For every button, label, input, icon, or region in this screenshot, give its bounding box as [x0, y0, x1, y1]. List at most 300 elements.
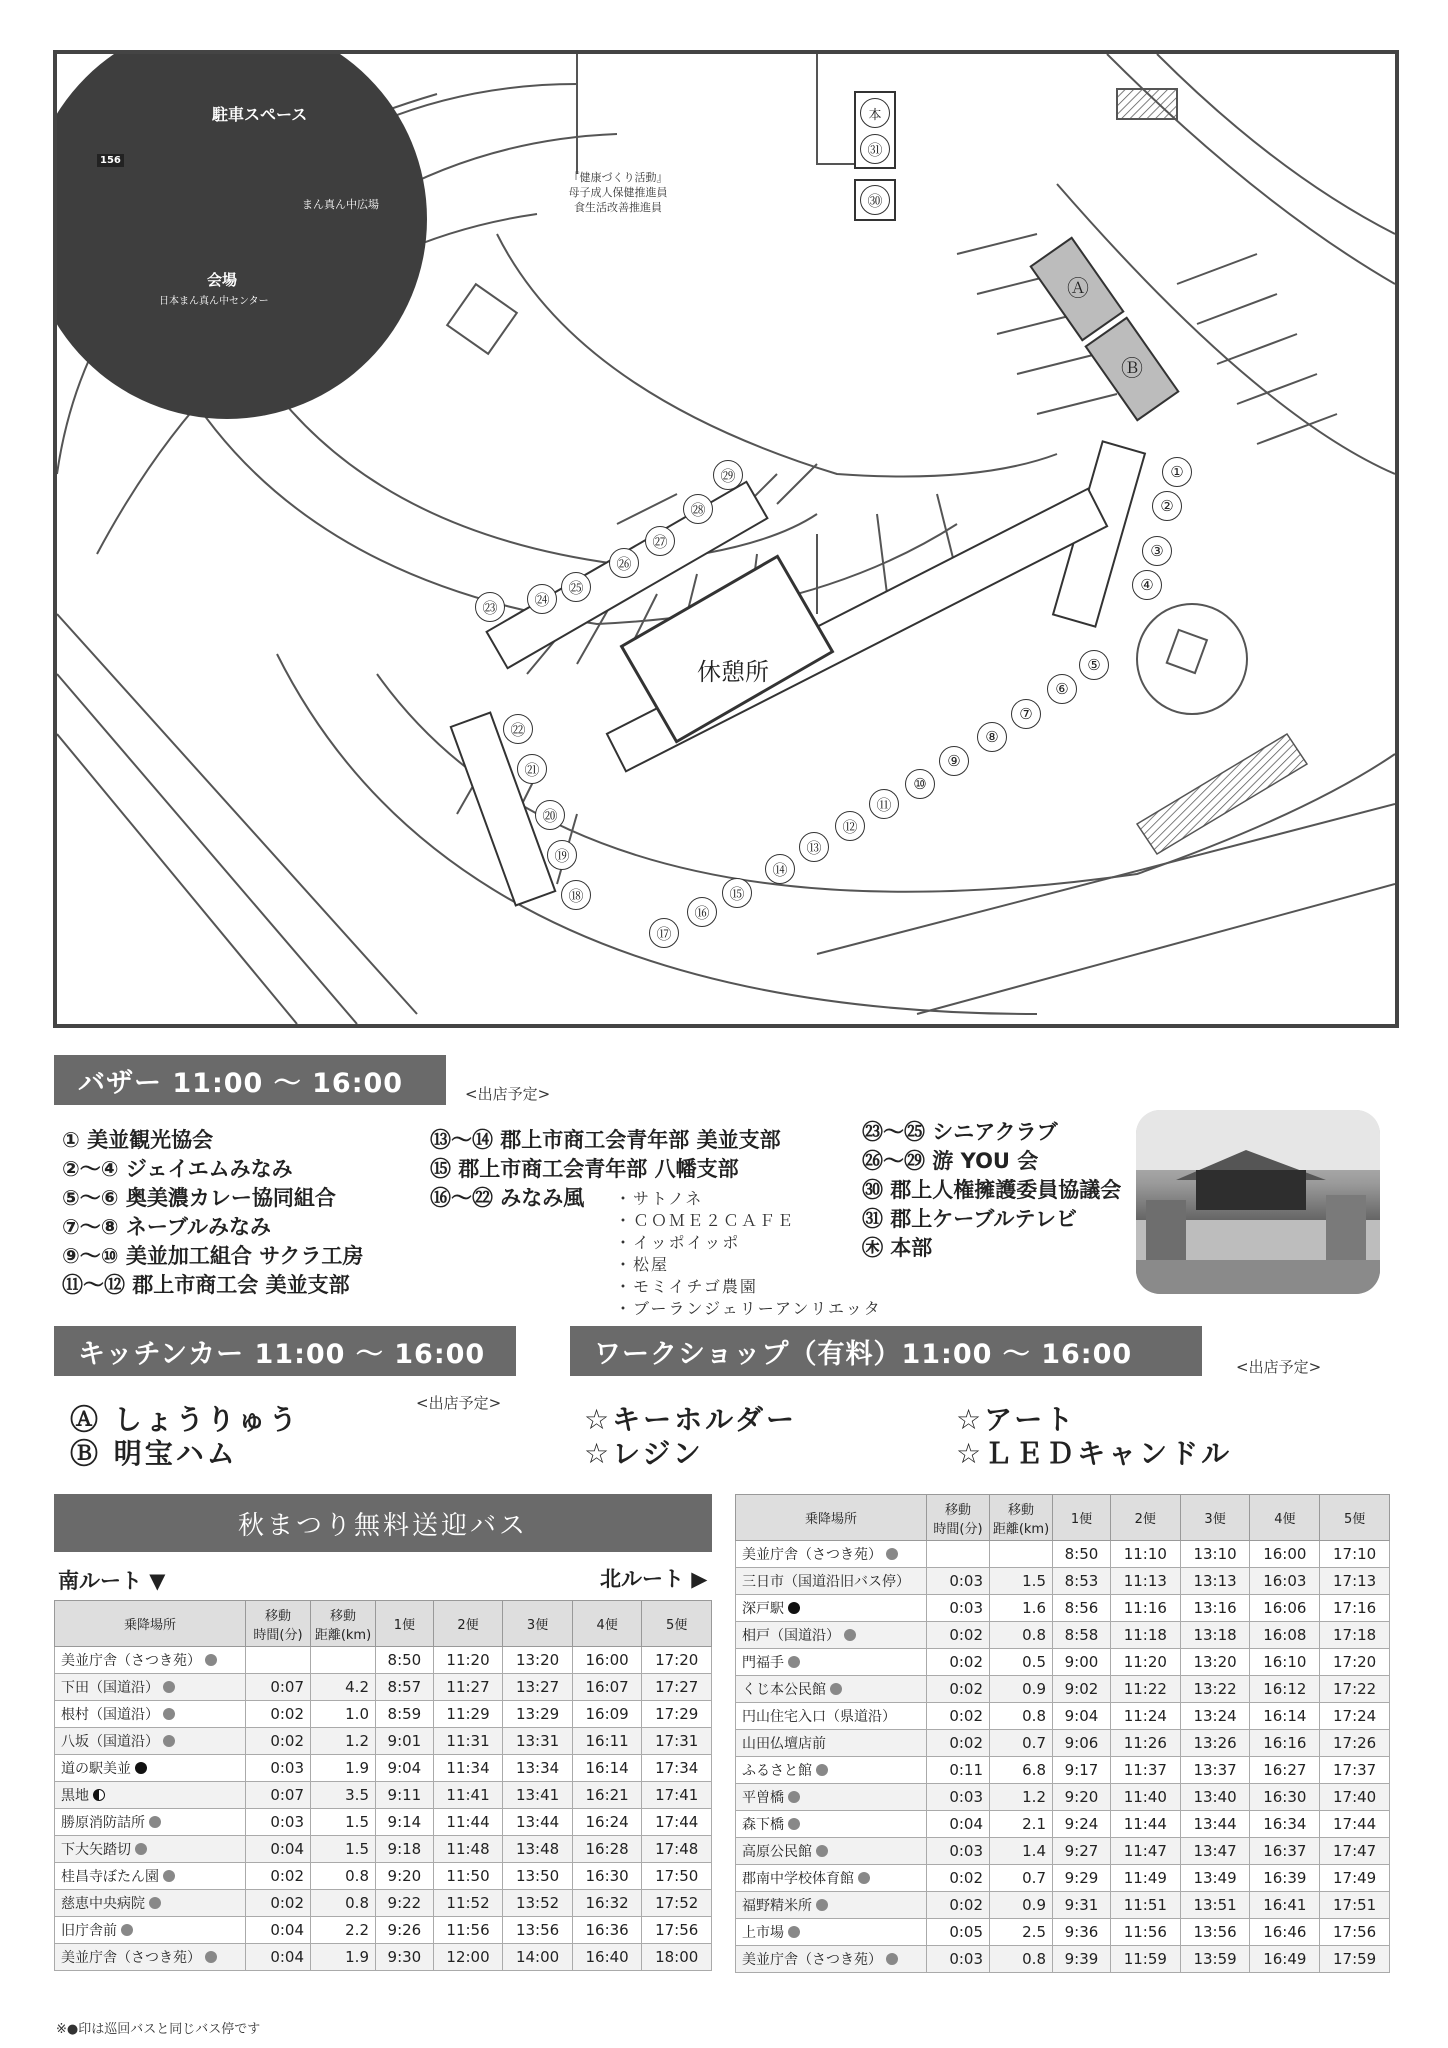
distance-cell: 1.5 [990, 1568, 1053, 1595]
stop-name-cell: 三日市（国道沿旧バス停） [736, 1568, 927, 1595]
table-row [736, 1622, 1390, 1649]
travel-time-cell: 0:02 [927, 1730, 990, 1757]
departure-cell: 16:08 [1250, 1622, 1320, 1649]
booth-9: ⑨ [939, 746, 969, 776]
header-run1: 1便 [376, 1601, 434, 1647]
stop-name-cell: 美並庁舎（さつき苑） [55, 1647, 246, 1674]
booth-7: ⑦ [1011, 699, 1041, 729]
departure-cell: 16:03 [1250, 1568, 1320, 1595]
booth-6: ⑥ [1047, 674, 1077, 704]
departure-cell: 16:46 [1250, 1919, 1320, 1946]
bazaar-item: ① 美並観光協会 [62, 1128, 214, 1152]
departure-cell: 9:11 [376, 1782, 434, 1809]
departure-cell: 8:57 [376, 1674, 434, 1701]
bazaar-item: ㉓～㉕ シニアクラブ [862, 1120, 1058, 1144]
booth-27: ㉗ [645, 526, 675, 556]
departure-cell: 16:41 [1250, 1892, 1320, 1919]
bazaar-item: ⑮ 郡上市商工会青年部 八幡支部 [430, 1157, 739, 1181]
table-row [736, 1595, 1390, 1622]
departure-cell: 11:34 [433, 1755, 503, 1782]
departure-cell: 11:10 [1110, 1541, 1180, 1568]
departure-cell: 11:37 [1110, 1757, 1180, 1784]
bazaar-item: ⑨～⑩ 美並加工組合 サクラ工房 [62, 1244, 364, 1268]
booth-28: ㉘ [683, 494, 713, 524]
header-run5: 5便 [642, 1601, 712, 1647]
departure-cell: 13:16 [1180, 1595, 1250, 1622]
distance-cell: 1.2 [990, 1784, 1053, 1811]
travel-time-cell: 0:07 [246, 1674, 311, 1701]
bazaar-item: ⑤～⑥ 奥美濃カレー協同組合 [62, 1186, 336, 1210]
departure-cell: 13:50 [503, 1863, 573, 1890]
booth-20: ⑳ [535, 800, 565, 830]
table-row [736, 1676, 1390, 1703]
table-row [736, 1757, 1390, 1784]
departure-cell: 8:50 [1053, 1541, 1111, 1568]
distance-cell: 0.8 [990, 1946, 1053, 1973]
booth-a: Ⓐ [1066, 276, 1089, 302]
departure-cell: 13:37 [1180, 1757, 1250, 1784]
travel-time-cell: 0:04 [246, 1917, 311, 1944]
kitchen-note: <出店予定> [416, 1394, 502, 1412]
travel-time-cell: 0:03 [927, 1784, 990, 1811]
departure-cell: 16:36 [572, 1917, 642, 1944]
bazaar-sub-item: ・サトノネ [615, 1189, 704, 1208]
workshop-item: ☆アート [956, 1403, 1077, 1436]
shuttle-stop-dot-icon [163, 1870, 175, 1882]
departure-cell: 16:24 [572, 1809, 642, 1836]
shuttle-stop-dot-icon [788, 1818, 800, 1830]
header-run5: 5便 [1320, 1495, 1390, 1541]
departure-cell: 9:01 [376, 1728, 434, 1755]
travel-time-cell: 0:02 [246, 1701, 311, 1728]
shuttle-stop-dot-icon [163, 1681, 175, 1693]
departure-cell: 17:18 [1320, 1622, 1390, 1649]
bazaar-sub-item: ・ＣＯＭＥ２ＣＡＦＥ [615, 1211, 796, 1230]
inset-plaza-label: まん真ん中広場 [302, 198, 379, 211]
distance-cell: 0.8 [990, 1703, 1053, 1730]
departure-cell: 11:13 [1110, 1568, 1180, 1595]
travel-time-cell: 0:07 [246, 1782, 311, 1809]
table-row [55, 1917, 712, 1944]
workshop-item: ☆キーホルダー [584, 1403, 797, 1436]
departure-cell: 16:14 [1250, 1703, 1320, 1730]
departure-cell: 13:26 [1180, 1730, 1250, 1757]
departure-cell: 11:56 [1110, 1919, 1180, 1946]
departure-cell: 12:00 [433, 1944, 503, 1971]
departure-cell: 11:24 [1110, 1703, 1180, 1730]
stop-name-cell: くじ本公民館 [736, 1676, 927, 1703]
stop-name-cell: 慈恵中央病院 [55, 1890, 246, 1917]
shuttle-stop-dot-icon [788, 1791, 800, 1803]
stop-name-cell: 高原公民館 [736, 1838, 927, 1865]
departure-cell: 13:31 [503, 1728, 573, 1755]
booth-15: ⑮ [722, 878, 752, 908]
departure-cell: 16:09 [572, 1701, 642, 1728]
departure-cell: 17:16 [1320, 1595, 1390, 1622]
distance-cell: 0.7 [990, 1730, 1053, 1757]
shuttle-stop-dot-icon [121, 1924, 133, 1936]
departure-cell: 14:00 [503, 1944, 573, 1971]
shuttle-stop-dot-icon [135, 1843, 147, 1855]
distance-cell: 0.8 [311, 1890, 376, 1917]
departure-cell: 9:22 [376, 1890, 434, 1917]
departure-cell: 11:26 [1110, 1730, 1180, 1757]
travel-time-cell: 0:02 [927, 1892, 990, 1919]
stop-name-cell: 美並庁舎（さつき苑） [736, 1946, 927, 1973]
distance-cell: 0.9 [990, 1676, 1053, 1703]
departure-cell: 17:37 [1320, 1757, 1390, 1784]
bus-footnote: ※●印は巡回バスと同じバス停です [56, 2022, 261, 2037]
header-time: 移動 時間(分) [927, 1495, 990, 1541]
table-row [736, 1919, 1390, 1946]
booth-25: ㉕ [561, 572, 591, 602]
event-photo [1136, 1110, 1380, 1294]
distance-cell: 1.2 [311, 1728, 376, 1755]
departure-cell: 17:44 [1320, 1811, 1390, 1838]
departure-cell: 17:10 [1320, 1541, 1390, 1568]
booth-14: ⑭ [765, 854, 795, 884]
table-row [55, 1782, 712, 1809]
stop-name-cell: 郡南中学校体育館 [736, 1865, 927, 1892]
table-row [736, 1865, 1390, 1892]
departure-cell: 13:44 [1180, 1811, 1250, 1838]
south-route-table [54, 1600, 712, 1971]
bazaar-item: ㉛ 郡上ケーブルテレビ [862, 1207, 1078, 1231]
departure-cell: 13:59 [1180, 1946, 1250, 1973]
departure-cell: 17:20 [642, 1647, 712, 1674]
booth-31: ㉛ [860, 134, 890, 164]
bazaar-sub-item: ・ブーランジェリーアンリエッタ [615, 1299, 882, 1318]
stop-name-cell: 下大矢踏切 [55, 1836, 246, 1863]
departure-cell: 17:44 [642, 1809, 712, 1836]
booth-11: ⑪ [869, 789, 899, 819]
departure-cell: 17:56 [642, 1917, 712, 1944]
departure-cell: 13:41 [503, 1782, 573, 1809]
departure-cell: 17:22 [1320, 1676, 1390, 1703]
departure-cell: 13:22 [1180, 1676, 1250, 1703]
shuttle-stop-dot-icon [149, 1897, 161, 1909]
shuttle-stop-dot-icon [788, 1602, 800, 1614]
travel-time-cell: 0:02 [927, 1703, 990, 1730]
stop-name-cell: 桂昌寺ぼたん園 [55, 1863, 246, 1890]
departure-cell: 16:28 [572, 1836, 642, 1863]
booth-17: ⑰ [649, 918, 679, 948]
departure-cell: 8:58 [1053, 1622, 1111, 1649]
departure-cell: 16:49 [1250, 1946, 1320, 1973]
table-row [736, 1568, 1390, 1595]
table-row [55, 1809, 712, 1836]
departure-cell: 16:10 [1250, 1649, 1320, 1676]
departure-cell: 11:27 [433, 1674, 503, 1701]
distance-cell [311, 1647, 376, 1674]
bazaar-item: ㉖～㉙ 游 YOU 会 [862, 1149, 1039, 1173]
distance-cell: 2.5 [990, 1919, 1053, 1946]
stop-name-cell: 美並庁舎（さつき苑） [736, 1541, 927, 1568]
departure-cell: 9:04 [376, 1755, 434, 1782]
departure-cell: 17:47 [1320, 1838, 1390, 1865]
departure-cell: 11:59 [1110, 1946, 1180, 1973]
shuttle-stop-dot-icon [816, 1764, 828, 1776]
departure-cell: 11:44 [433, 1809, 503, 1836]
departure-cell: 17:52 [642, 1890, 712, 1917]
shuttle-stop-dot-icon [135, 1762, 147, 1774]
distance-cell: 1.5 [311, 1836, 376, 1863]
health-note-line: 食生活改善推進員 [574, 201, 662, 214]
table-row [736, 1703, 1390, 1730]
departure-cell: 13:10 [1180, 1541, 1250, 1568]
shuttle-stop-dot-icon [163, 1735, 175, 1747]
workshop-item: ☆ＬＥＤキャンドル [956, 1437, 1233, 1470]
departure-cell: 17:49 [1320, 1865, 1390, 1892]
travel-time-cell: 0:04 [246, 1836, 311, 1863]
booth-16: ⑯ [687, 897, 717, 927]
workshop-item: ☆レジン [584, 1437, 704, 1470]
travel-time-cell [927, 1541, 990, 1568]
departure-cell: 13:48 [503, 1836, 573, 1863]
departure-cell: 9:31 [1053, 1892, 1111, 1919]
rest-area-label: 休憩所 [697, 658, 769, 686]
booth-4: ④ [1132, 570, 1162, 600]
bazaar-item: ⑬～⑭ 郡上市商工会青年部 美並支部 [430, 1128, 781, 1152]
distance-cell: 1.5 [311, 1809, 376, 1836]
stop-name-cell: 円山住宅入口（県道沿） [736, 1703, 927, 1730]
travel-time-cell: 0:02 [927, 1649, 990, 1676]
table-row [55, 1674, 712, 1701]
table-row [736, 1784, 1390, 1811]
travel-time-cell: 0:04 [927, 1811, 990, 1838]
departure-cell: 13:20 [1180, 1649, 1250, 1676]
departure-cell: 8:53 [1053, 1568, 1111, 1595]
travel-time-cell: 0:03 [246, 1755, 311, 1782]
booth-18: ⑱ [561, 880, 591, 910]
departure-cell: 16:16 [1250, 1730, 1320, 1757]
booth-hq: 本 [860, 98, 890, 128]
departure-cell: 11:29 [433, 1701, 503, 1728]
booth-26: ㉖ [609, 548, 639, 578]
booth-21: ㉑ [517, 754, 547, 784]
header-time: 移動 時間(分) [246, 1601, 311, 1647]
booth-30: ㉚ [860, 185, 890, 215]
route-badge: 156 [97, 154, 124, 167]
departure-cell: 13:51 [1180, 1892, 1250, 1919]
departure-cell: 9:24 [1053, 1811, 1111, 1838]
table-row [736, 1892, 1390, 1919]
table-row [55, 1755, 712, 1782]
inset-parking-label: 駐車スペース [212, 105, 308, 124]
departure-cell: 16:39 [1250, 1865, 1320, 1892]
departure-cell: 17:34 [642, 1755, 712, 1782]
header-run2: 2便 [1110, 1495, 1180, 1541]
departure-cell: 17:31 [642, 1728, 712, 1755]
departure-cell: 11:49 [1110, 1865, 1180, 1892]
bazaar-item: ⑪～⑫ 郡上市商工会 美並支部 [62, 1273, 350, 1297]
departure-cell: 11:47 [1110, 1838, 1180, 1865]
departure-cell: 16:30 [1250, 1784, 1320, 1811]
bazaar-item: ⑦～⑧ ネーブルみなみ [62, 1215, 271, 1239]
stop-name-cell: 黒地 [55, 1782, 246, 1809]
departure-cell: 17:13 [1320, 1568, 1390, 1595]
north-route-label: 北ルート ▶ [600, 1567, 708, 1591]
travel-time-cell: 0:03 [927, 1568, 990, 1595]
departure-cell: 11:16 [1110, 1595, 1180, 1622]
distance-cell [990, 1541, 1053, 1568]
distance-cell: 1.6 [990, 1595, 1053, 1622]
departure-cell: 9:04 [1053, 1703, 1111, 1730]
booth-24: ㉔ [527, 584, 557, 614]
shuttle-stop-dot-icon [816, 1845, 828, 1857]
stop-name-cell: 深戸駅 [736, 1595, 927, 1622]
header-run2: 2便 [433, 1601, 503, 1647]
bazaar-item: ⑯～㉒ みなみ風 [430, 1186, 585, 1210]
booth-12: ⑫ [835, 811, 865, 841]
header-stop: 乗降場所 [736, 1495, 927, 1541]
bazaar-item: ㊍ 本部 [862, 1236, 933, 1260]
departure-cell: 13:40 [1180, 1784, 1250, 1811]
departure-cell: 9:20 [376, 1863, 434, 1890]
departure-cell: 16:07 [572, 1674, 642, 1701]
workshop-note: <出店予定> [1236, 1358, 1322, 1376]
departure-cell: 17:26 [1320, 1730, 1390, 1757]
departure-cell: 17:41 [642, 1782, 712, 1809]
distance-cell: 1.9 [311, 1755, 376, 1782]
stop-name-cell: 旧庁舎前 [55, 1917, 246, 1944]
shuttle-stop-dot-icon [205, 1654, 217, 1666]
travel-time-cell: 0:02 [246, 1728, 311, 1755]
stop-name-cell: 平曽橋 [736, 1784, 927, 1811]
stop-name-cell: 相戸（国道沿） [736, 1622, 927, 1649]
departure-cell: 13:34 [503, 1755, 573, 1782]
shuttle-stop-dot-icon [163, 1708, 175, 1720]
header-distance: 移動 距離(km) [311, 1601, 376, 1647]
departure-cell: 9:27 [1053, 1838, 1111, 1865]
departure-cell: 16:14 [572, 1755, 642, 1782]
kitchen-item: Ⓐ しょうりゅう [70, 1403, 300, 1436]
departure-cell: 9:17 [1053, 1757, 1111, 1784]
distance-cell: 0.5 [990, 1649, 1053, 1676]
departure-cell: 17:48 [642, 1836, 712, 1863]
shuttle-stop-dot-icon [858, 1872, 870, 1884]
stop-name-cell: 上市場 [736, 1919, 927, 1946]
travel-time-cell: 0:03 [246, 1809, 311, 1836]
stop-name-cell: 福野精米所 [736, 1892, 927, 1919]
departure-cell: 11:31 [433, 1728, 503, 1755]
distance-cell: 3.5 [311, 1782, 376, 1809]
departure-cell: 9:02 [1053, 1676, 1111, 1703]
booth-19: ⑲ [547, 840, 577, 870]
inset-center-label: 日本まん真ん中センター [159, 296, 269, 307]
table-row [736, 1811, 1390, 1838]
departure-cell: 13:18 [1180, 1622, 1250, 1649]
departure-cell: 17:51 [1320, 1892, 1390, 1919]
header-run3: 3便 [503, 1601, 573, 1647]
booth-1: ① [1162, 457, 1192, 487]
departure-cell: 11:44 [1110, 1811, 1180, 1838]
booth-b: Ⓑ [1120, 356, 1143, 382]
travel-time-cell: 0:02 [246, 1890, 311, 1917]
kitchen-banner: キッチンカー 11:00 ～ 16:00 [54, 1326, 516, 1376]
travel-time-cell: 0:03 [927, 1946, 990, 1973]
distance-cell: 2.2 [311, 1917, 376, 1944]
stop-name-cell: 下田（国道沿） [55, 1674, 246, 1701]
travel-time-cell: 0:02 [927, 1622, 990, 1649]
departure-cell: 16:06 [1250, 1595, 1320, 1622]
booth-29: ㉙ [713, 460, 743, 490]
travel-time-cell: 0:04 [246, 1944, 311, 1971]
header-run4: 4便 [1250, 1495, 1320, 1541]
north-route-table [735, 1494, 1390, 1973]
table-row [55, 1890, 712, 1917]
departure-cell: 9:06 [1053, 1730, 1111, 1757]
departure-cell: 13:20 [503, 1647, 573, 1674]
departure-cell: 13:27 [503, 1674, 573, 1701]
distance-cell: 0.9 [990, 1892, 1053, 1919]
departure-cell: 11:50 [433, 1863, 503, 1890]
distance-cell: 0.7 [990, 1865, 1053, 1892]
distance-cell: 1.4 [990, 1838, 1053, 1865]
stop-name-cell: 門福手 [736, 1649, 927, 1676]
booth-2: ② [1152, 491, 1182, 521]
departure-cell: 13:29 [503, 1701, 573, 1728]
table-row [55, 1836, 712, 1863]
bazaar-sub-item: ・イッポイッポ [615, 1233, 741, 1252]
shuttle-stop-dot-icon [886, 1953, 898, 1965]
departure-cell: 17:20 [1320, 1649, 1390, 1676]
departure-cell: 17:24 [1320, 1703, 1390, 1730]
departure-cell: 18:00 [642, 1944, 712, 1971]
departure-cell: 13:56 [1180, 1919, 1250, 1946]
departure-cell: 16:00 [1250, 1541, 1320, 1568]
departure-cell: 11:48 [433, 1836, 503, 1863]
departure-cell: 16:40 [572, 1944, 642, 1971]
departure-cell: 11:22 [1110, 1676, 1180, 1703]
south-route-label: 南ルート ▼ [58, 1569, 166, 1593]
booth-3: ③ [1142, 536, 1172, 566]
departure-cell: 17:59 [1320, 1946, 1390, 1973]
inset-venue-label: 会場 [207, 271, 238, 289]
distance-cell: 1.0 [311, 1701, 376, 1728]
shuttle-stop-dot-icon [788, 1926, 800, 1938]
departure-cell: 9:39 [1053, 1946, 1111, 1973]
departure-cell: 16:27 [1250, 1757, 1320, 1784]
venue-map [53, 50, 1399, 1028]
distance-cell: 0.8 [311, 1863, 376, 1890]
departure-cell: 9:26 [376, 1917, 434, 1944]
shuttle-stop-dot-icon [93, 1789, 105, 1801]
departure-cell: 9:29 [1053, 1865, 1111, 1892]
departure-cell: 16:32 [572, 1890, 642, 1917]
table-row [736, 1649, 1390, 1676]
table-row [55, 1647, 712, 1674]
departure-cell: 17:50 [642, 1863, 712, 1890]
travel-time-cell: 0:02 [927, 1676, 990, 1703]
travel-time-cell [246, 1647, 311, 1674]
table-row [55, 1863, 712, 1890]
departure-cell: 13:49 [1180, 1865, 1250, 1892]
departure-cell: 17:40 [1320, 1784, 1390, 1811]
workshop-banner: ワークショップ（有料）11:00 ～ 16:00 [570, 1326, 1202, 1376]
stop-name-cell: 八坂（国道沿） [55, 1728, 246, 1755]
booth-8: ⑧ [977, 722, 1007, 752]
departure-cell: 8:56 [1053, 1595, 1111, 1622]
travel-time-cell: 0:11 [927, 1757, 990, 1784]
health-note [533, 170, 703, 215]
departure-cell: 9:14 [376, 1809, 434, 1836]
departure-cell: 13:52 [503, 1890, 573, 1917]
distance-cell: 0.8 [990, 1622, 1053, 1649]
shuttle-stop-dot-icon [205, 1951, 217, 1963]
shuttle-stop-dot-icon [788, 1656, 800, 1668]
departure-cell: 16:11 [572, 1728, 642, 1755]
